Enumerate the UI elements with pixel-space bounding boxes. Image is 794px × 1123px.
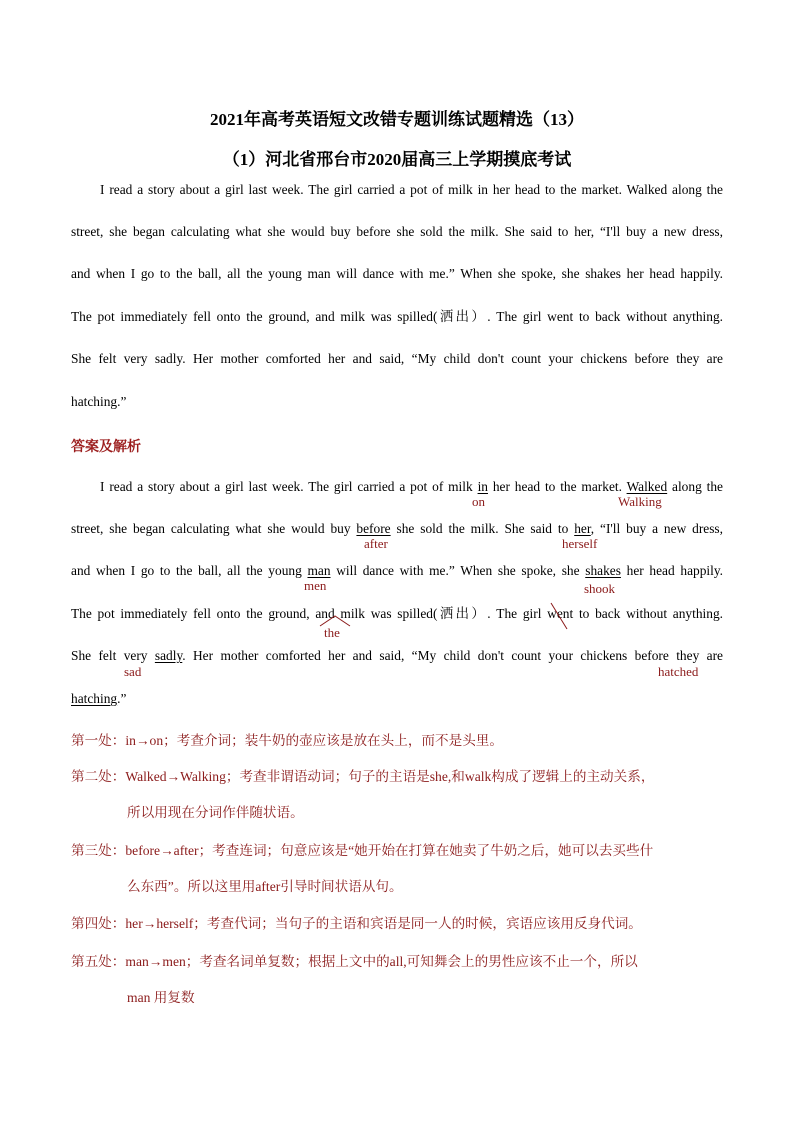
passage-line: I read a story about a girl last week. The girl carried a pot of milk in her head to the market. Walked along the <box>100 182 723 197</box>
explanation-3: 第三处：before→after；考查连词；句意应该是“她开始在打算在她卖了牛奶之后，她可以去买些什 <box>71 843 654 858</box>
answer-line: I read a story about a girl last week. The girl carried a pot of milk in her head to the market. Walked along the <box>100 479 723 494</box>
error-word: man <box>307 563 331 578</box>
error-word: shakes <box>585 563 621 578</box>
passage-line: The pot immediately fell onto the ground, and milk was spilled(洒出）. The girl went to back without anything. <box>71 309 723 324</box>
passage-line: street, she began calculating what she would buy before she sold the milk. She said to her, “I'll buy a new dress, <box>71 224 723 239</box>
delete-slash-mark <box>548 601 570 631</box>
explanation-1: 第一处：in→on；考查介词；装牛奶的壶应该是放在头上，而不是头里。 <box>71 733 503 748</box>
answer-line: She felt very sadly. Her mother comforted her and said, “My child don't count your chickens before they are <box>71 648 723 663</box>
correction-after: after <box>364 536 388 551</box>
answer-line: The pot immediately fell onto the ground, and milk was spilled(洒出）. The girl went to back without anything. <box>71 606 723 621</box>
correction-on: on <box>472 494 485 509</box>
correction-sad: sad <box>124 664 142 679</box>
explanation-5: 第五处：man→men；考查名词单复数；根据上文中的all,可知舞会上的男性应该不止一个，所以 <box>71 954 638 969</box>
page-title: 2021年高考英语短文改错专题训练试题精选（13） <box>210 110 584 129</box>
correction-the: the <box>324 625 340 640</box>
passage-line: and when I go to the ball, all the young man will dance with me.” When she spoke, she shakes her head happily. <box>71 266 723 281</box>
correction-herself: herself <box>562 536 598 551</box>
correction-hatched: hatched <box>658 664 699 679</box>
answer-line: hatching.” <box>71 691 127 706</box>
error-word: before <box>356 521 391 536</box>
answer-line: street, she began calculating what she would buy before she sold the milk. She said to her, “I'll buy a new dress, <box>71 521 723 536</box>
answer-heading: 答案及解析 <box>71 440 141 455</box>
error-word: hatching <box>71 691 118 706</box>
correction-walking: Walking <box>618 494 662 509</box>
error-word: Walked <box>626 479 668 494</box>
page-subtitle: （1）河北省邢台市2020届高三上学期摸底考试 <box>222 150 572 169</box>
error-word: in <box>477 479 488 494</box>
answer-line: and when I go to the ball, all the young man will dance with me.” When she spoke, she shakes her head happily. <box>71 563 724 578</box>
explanation-4: 第四处：her→herself；考查代词；当句子的主语和宾语是同一人的时候，宾语应该用反身代词。 <box>71 916 642 931</box>
error-word: her <box>574 521 591 536</box>
insert-caret-mark <box>318 614 352 628</box>
error-word: sadly <box>154 648 183 663</box>
correction-shook: shook <box>584 581 616 596</box>
passage-line: She felt very sadly. Her mother comforted her and said, “My child don't count your chickens before they are <box>71 351 723 366</box>
correction-men: men <box>304 578 327 593</box>
passage-line: hatching.” <box>71 394 127 409</box>
explanation-2: 第二处：Walked→Walking；考查非谓语动词；句子的主语是she,和walk构成了逻辑上的主动关系， <box>71 769 655 784</box>
